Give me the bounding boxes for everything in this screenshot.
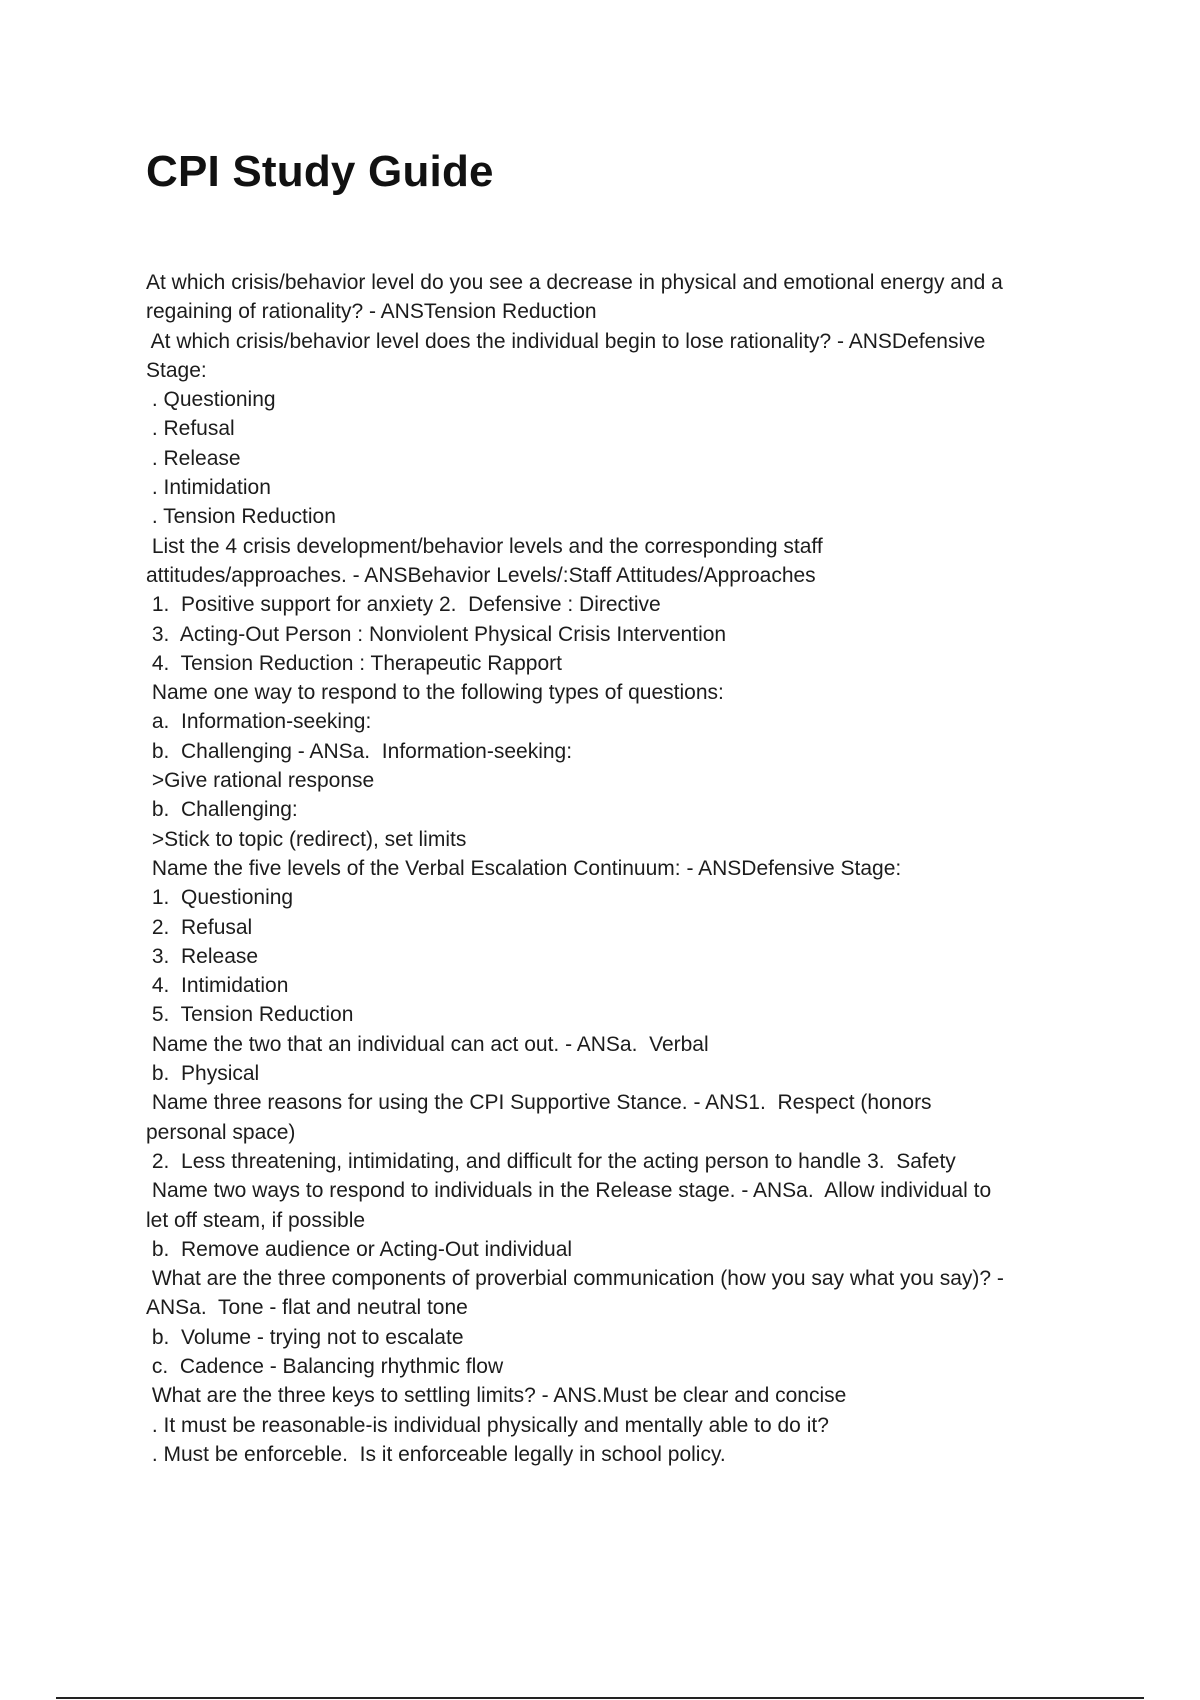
text-line: b. Remove audience or Acting-Out individual	[146, 1237, 573, 1261]
text-line: 1. Questioning	[146, 886, 294, 910]
text-line: 4. Intimidation	[146, 974, 289, 998]
text-line: At which crisis/behavior level do you see a decrease in physical and emotional energy and a	[146, 271, 1003, 294]
footer-divider	[56, 1697, 1144, 1699]
text-line: Name three reasons for using the CPI Supportive Stance. - ANS1. Respect (honors	[146, 1091, 932, 1115]
text-line: List the 4 crisis development/behavior levels and the corresponding staff	[146, 534, 823, 558]
text-line: b. Volume - trying not to escalate	[146, 1325, 464, 1349]
text-line: . Refusal	[146, 417, 235, 441]
text-line: personal space)	[146, 1120, 296, 1144]
text-line: . Intimidation	[146, 476, 271, 500]
text-line: . Tension Reduction	[146, 505, 336, 529]
text-line: b. Physical	[146, 1062, 260, 1086]
text-line: 1. Positive support for anxiety 2. Defensive : Directive	[146, 593, 661, 617]
text-line: 2. Less threatening, intimidating, and difficult for the acting person to handle 3. Safety	[146, 1149, 956, 1173]
text-line: 2. Refusal	[146, 915, 253, 939]
text-line: ANSa. Tone - flat and neutral tone	[146, 1296, 468, 1320]
text-line: . It must be reasonable-is individual physically and mentally able to do it?	[146, 1413, 829, 1437]
document-body	[146, 268, 1066, 1469]
text-line: c. Cadence - Balancing rhythmic flow	[146, 1354, 504, 1378]
text-line: . Must be enforceble. Is it enforceable legally in school policy.	[146, 1442, 726, 1466]
text-line: a. Information-seeking:	[146, 710, 372, 734]
text-line: attitudes/approaches. - ANSBehavior Levels/:Staff Attitudes/Approaches	[146, 563, 816, 587]
text-line: b. Challenging - ANSa. Information-seeking:	[146, 739, 573, 763]
text-line: 4. Tension Reduction : Therapeutic Rapport	[146, 651, 562, 675]
text-line: Name the two that an individual can act out. - ANSa. Verbal	[146, 1032, 709, 1056]
text-line: Name one way to respond to the following types of questions:	[146, 681, 724, 705]
text-line: . Questioning	[146, 388, 276, 412]
text-line: >Stick to topic (redirect), set limits	[146, 827, 467, 851]
text-line: At which crisis/behavior level does the individual begin to lose rationality? - ANSDefensive	[146, 329, 986, 353]
text-line: let off steam, if possible	[146, 1208, 366, 1232]
text-line: regaining of rationality? - ANSTension Reduction	[146, 300, 597, 324]
text-line: Name the five levels of the Verbal Escalation Continuum: - ANSDefensive Stage:	[146, 856, 902, 880]
text-line: . Release	[146, 446, 241, 470]
text-line: 3. Acting-Out Person : Nonviolent Physical Crisis Intervention	[146, 622, 727, 646]
text-line: 3. Release	[146, 944, 259, 968]
text-line: What are the three keys to settling limits? - ANS.Must be clear and concise	[146, 1384, 847, 1408]
text-line: What are the three components of proverbial communication (how you say what you say)? -	[146, 1267, 1004, 1291]
text-line: Stage:	[146, 358, 207, 382]
text-line: >Give rational response	[146, 769, 375, 793]
text-line: b. Challenging:	[146, 798, 298, 822]
page-title: CPI Study Guide	[146, 147, 494, 196]
text-line: 5. Tension Reduction	[146, 1003, 354, 1027]
text-line: Name two ways to respond to individuals in the Release stage. - ANSa. Allow individual to	[146, 1179, 992, 1203]
